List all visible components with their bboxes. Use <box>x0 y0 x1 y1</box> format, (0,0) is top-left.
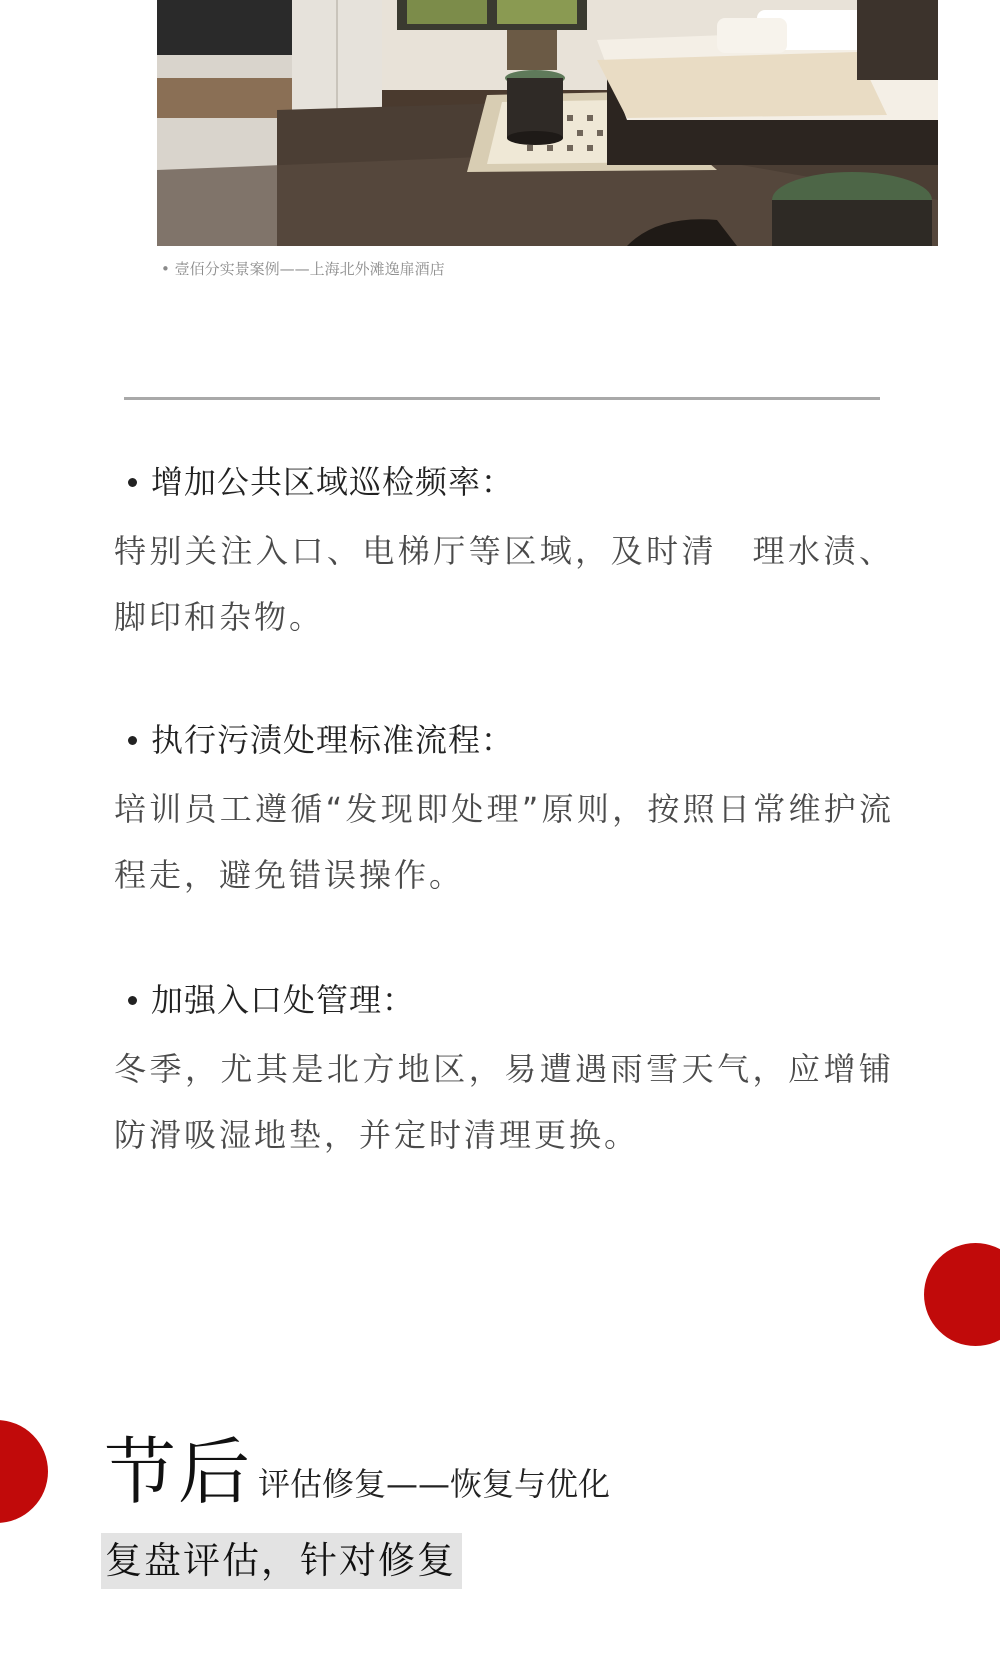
chapter-heading-main: 节后 <box>104 1430 253 1514</box>
tip-body: 培训员工遵循“发现即处理”原则，按照日常维护流程走，避免错误操作。 <box>114 790 894 894</box>
section-divider <box>124 397 880 400</box>
chapter-heading-sub: 评估修复——恢复与优化 <box>258 1465 611 1503</box>
bullet-dot-icon <box>128 996 137 1005</box>
tip-section-inspection <box>114 460 894 650</box>
tip-body: 冬季，尤其是北方地区，易遭遇雨雪天气，应增铺防滑吸湿地垫，并定时清理更换。 <box>114 1050 894 1154</box>
hotel-room-photo <box>157 0 938 246</box>
red-circle-decoration <box>0 1420 48 1523</box>
highlight-subtitle: 复盘评估，针对修复 <box>101 1533 462 1589</box>
tip-title-row <box>114 718 894 762</box>
tip-title-row <box>114 460 894 504</box>
red-circle-decoration <box>924 1243 1000 1346</box>
tip-title-row <box>114 978 894 1022</box>
bullet-dot-icon <box>128 736 137 745</box>
tip-title: 执行污渍处理标准流程： <box>151 721 515 759</box>
bullet-dot-icon <box>128 478 137 487</box>
tip-section-stain-process <box>114 718 894 908</box>
photo-caption: • 壹佰分实景案例——上海北外滩逸扉酒店 <box>161 260 445 278</box>
tip-title: 增加公共区域巡检频率： <box>151 463 515 501</box>
tip-title: 加强入口处管理： <box>151 981 416 1019</box>
tip-body: 特别关注入口、电梯厅等区域，及时清 理水渍、脚印和杂物。 <box>114 532 894 636</box>
chapter-heading <box>104 1432 610 1512</box>
tip-section-entrance <box>114 978 894 1168</box>
